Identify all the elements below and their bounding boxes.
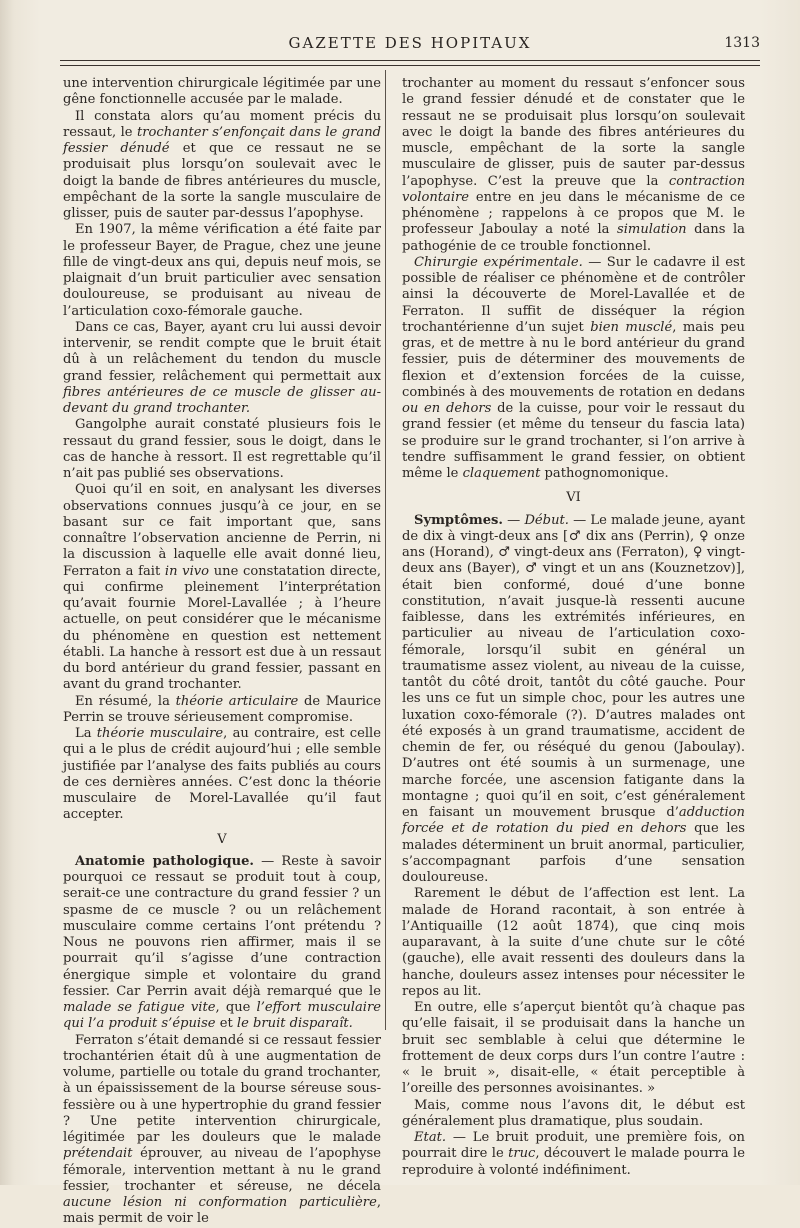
paragraph: Quoi qu’il en soit, en analysant les diverses observations connues jusqu’à ce jour, en se basant sur ce fait important que, sans connaître l’observation ancienne de Perrin, ni la discussion à laquelle elle avait donné lieu, Ferraton a fait in vivo une constatation directe, qui confirme pleinement l’interprétation qu’avait fournie Morel-Lavallée ; à l’heure actuelle, on peut considérer que le mécanisme du phénomène en question est nettement établi. La hanche à ressort est due à un ressaut du bord antérieur du grand fessier, passant en avant du grand trochanter. (63, 482, 381, 693)
paragraph: Anatomie pathologique. — Reste à savoir pourquoi ce ressaut se produit tout à coup, serait-ce une contracture du grand fessier ? un spasme de ce muscle ? ou un relâchement musculaire comme certains l’ont prétendu ? Nous ne pouvons rien affirmer, mais il se pourrait qu’il s’agisse d’une contraction énergique simple et volontaire du grand fessier. Car Perrin avait déjà remarqué que le malade se fatigue vite, que l’effort musculaire qui l’a produit s’épuise et le bruit disparaît. (63, 853, 381, 1032)
paragraph: une intervention chirurgicale légitimée par une gêne fonctionnelle accusée par le malade. (63, 76, 381, 108)
paragraph: trochanter au moment du ressaut s’enfoncer sous le grand fessier dénudé et de constater que le ressaut ne se produisait plus lorsqu’on soulevait avec le doigt la bande des fibres antérieures du muscle, empêchant de la sorte la sangle musculaire de glisser, puis de sauter par-dessus l’apophyse. C’est la preuve que la contraction volontaire entre en jeu dans le mécanisme de ce phénomène ; rappelons à ce propos que M. le professeur Jaboulay a noté la simulation dans la pathogénie de ce trouble fonctionnel. (402, 76, 745, 254)
paragraph: Chirurgie expérimentale. — Sur le cadavre il est possible de réaliser ce phénomène et de contrôler ainsi la découverte de Morel-Lavallée et de Ferraton. Il suffit de disséquer la région trochantérienne d’un sujet bien musclé, mais peu gras, et de mettre à nu le bord antérieur du grand fessier, puis de déterminer des mouvements de flexion et d’extension forcées de la cuisse, combinés à des mouvements de rotation en dedans ou en dehors de la cuisse, pour voir le ressaut du grand fessier (et même du tenseur du fascia lata) se produire sur le grand trochanter, si l’on arrive à tendre suffisamment le grand fessier, on obtient même le claquement pathognomonique. (402, 254, 746, 481)
left-column (63, 76, 381, 1228)
section-number: VI (566, 490, 581, 506)
section-heading: Anatomie pathologique. (75, 853, 254, 869)
paragraph: Mais, comme nous l’avons dit, le début est généralement plus dramatique, plus soudain. (402, 1097, 745, 1129)
column-divider (385, 70, 386, 1030)
paragraph: Etat. — Le bruit produit, une première fois, on pourrait dire le truc, découvert le malade pourra le reproduire à volonté indéfiniment. (402, 1130, 745, 1178)
page-header (60, 34, 760, 54)
paragraph: En 1907, la même vérification a été faite par le professeur Bayer, de Prague, chez une jeune fille de vingt-deux ans qui, depuis neuf mois, se plaignait d’un bruit particulier avec sensation douloureuse, se produisant au niveau de l’articulation coxo-fémorale gauche. (63, 222, 381, 319)
paragraph: Il constata alors qu’au moment précis du ressaut, le trochanter s’enfonçait dans le grand fessier dénudé et que ce ressaut ne se produisait plus lorsqu’on soulevait avec le doigt la bande de fibres antérieures du muscle, empêchant de la sorte la sangle musculaire de glisser, puis de sauter par-dessus l’apophyse. (63, 108, 382, 221)
paragraph: Symptômes. — Début. — Le malade jeune, ayant de dix à vingt-deux ans [♂ dix ans (Perrin), ♀ onze ans (Horand), ♂ vingt-deux ans (Ferraton), ♀ vingt-deux ans (Bayer), ♂ vingt et un ans (Kouznetzov)], était bien conformé, doué d’une bonne constitution, n’avait jusque-là ressenti aucune faiblesse, dans les extrémités inférieures, en particulier au niveau de l’articulation coxo-fémorale, lorsqu’il subit en général un traumatisme assez violent, au niveau de la cuisse, tantôt du côté droit, tantôt du côté gauche. Pour les uns ce fut un simple choc, pour les autres une luxation coxo-fémorale (?). D’autres malades ont été exposés à un grand traumatisme, accident de chemin de fer, ou réséqué du genou (Jaboulay). D’autres ont été soumis à un surmenage, une marche forcée, une ascension fatigante dans la montagne ; quoi qu’il en soit, c’est généralement en faisant un mouvement brusque d’adduction forcée et de rotation du pied en dehors que les malades déterminent un bruit anormal, particulier, s’accompagnant parfois d’une sensation douloureuse. (402, 512, 745, 885)
paragraph: En outre, elle s’aperçut bientôt qu’à chaque pas qu’elle faisait, il se produisait dans la hanche un bruit sec semblable à celui que détermine le frottement de deux corps durs l’un contre l’autre : « le bruit », disait-elle, « était perceptible à l’oreille des personnes avoisinantes. » (402, 1000, 745, 1097)
header-rule-thick (60, 60, 760, 61)
paragraph: En résumé, la théorie articulaire de Maurice Perrin se trouve sérieusement compromise. (63, 693, 381, 725)
paragraph: Ferraton s’était demandé si ce ressaut fessier trochantérien était dû à une augmentation de volume, partielle ou totale du grand trochanter, à un épaississement de la bourse séreuse sous-fessière ou à une hypertrophie du grand fessier ? Une petite intervention chirurgicale, légitimée par les douleurs que le malade prétendait éprouver, au niveau de l’apophyse fémorale, intervention mettant à nu le grand fessier, trochanter et séreuse, ne décela aucune lésion ni conformation particulière, mais permit de voir le (63, 1032, 381, 1227)
running-title: GAZETTE DES HOPITAUX (288, 34, 532, 52)
right-column (402, 76, 745, 1179)
header-rule-thin (60, 65, 760, 66)
page-number: 1313 (724, 35, 760, 51)
paragraph: La théorie musculaire, au contraire, est celle qui a le plus de crédit aujourd’hui ; elle semble justifiée par l’analyse des faits publiés au cours de ces dernières années. C’est donc la théorie musculaire de Morel-Lavallée qu’il faut accepter. (63, 726, 381, 823)
paragraph: Gangolphe aurait constaté plusieurs fois le ressaut du grand fessier, sous le doigt, dans le cas de hanche à ressort. Il est regrettable qu’il n’ait pas publié ses observations. (63, 417, 381, 481)
section-number: V (217, 831, 227, 847)
section-heading: Symptômes. (414, 512, 503, 528)
paragraph: Dans ce cas, Bayer, ayant cru lui aussi devoir intervenir, se rendit compte que le bruit était dû à un relâchement du tendon du muscle grand fessier, relâchement qui permettait aux fibres antérieures de ce muscle de glisser au-devant du grand trochanter. (63, 319, 381, 416)
paragraph: Rarement le début de l’affection est lent. La malade de Horand racontait, à son entrée à l’Antiquaille (12 août 1874), que cinq mois auparavant, à la suite d’une chute sur le côté (gauche), elle avait ressenti des douleurs dans la hanche, douleurs assez intenses pour nécessiter le repos au lit. (402, 886, 745, 999)
